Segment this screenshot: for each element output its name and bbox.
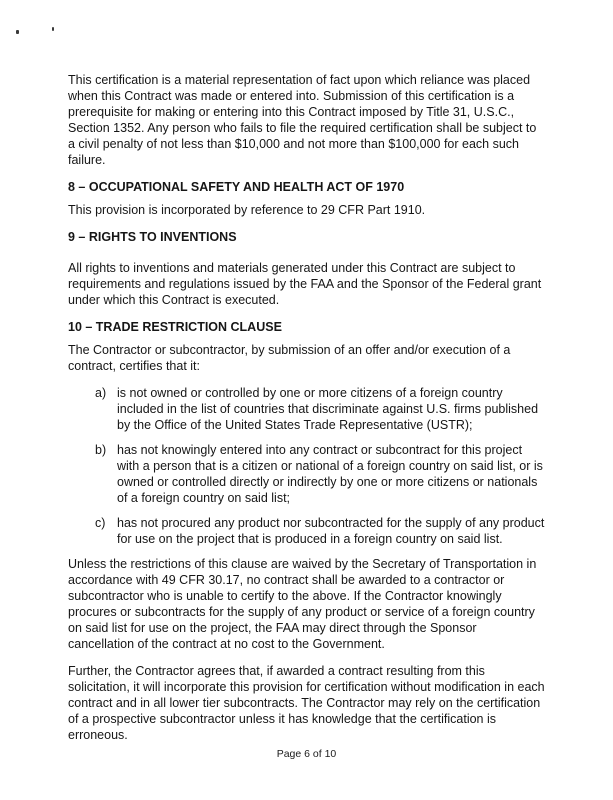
list-item-a-label: a) (95, 386, 107, 400)
scan-artifact-mark (52, 27, 54, 31)
waiver-paragraph: Unless the restrictions of this clause are waived by the Secretary of Transportation in accordance with 49 CFR 30.17, no contract shall be awarded to a contractor or subcontractor who is unable to certify to the above. If the Contractor knowingly procures or subcontracts for the supply of any product or service of a foreign country on said list for use on the project, the FAA may direct through the Sponsor cancellation of the contract at no cost to the Government. (68, 557, 537, 651)
document-body (68, 72, 546, 754)
page-number-footer: Page 6 of 10 (276, 748, 337, 760)
list-item-c-text: has not procured any product nor subcontracted for the supply of any product for use on the project that is produced in a foreign country on said list. (117, 516, 545, 546)
list-item-c-label: c) (95, 516, 106, 530)
list-item-b-label: b) (95, 443, 107, 457)
scan-artifact-mark (16, 30, 19, 34)
section-heading-osha: 8 – OCCUPATIONAL SAFETY AND HEALTH ACT OF 1970 (68, 180, 405, 194)
osha-paragraph: This provision is incorporated by reference to 29 CFR Part 1910. (68, 203, 426, 217)
certification-list (68, 385, 546, 547)
section-heading-rights-to-inventions: 9 – RIGHTS TO INVENTIONS (68, 230, 237, 244)
further-agreement-paragraph: Further, the Contractor agrees that, if awarded a contract resulting from this solicitation, it will incorporate this provision for certification without modification in each contract and in all lower tier subcontracts. The Contractor may rely on the certification of a prospective subcontractor unless it has knowledge that the certification is erroneous. (68, 664, 545, 742)
list-item-b (68, 442, 546, 506)
list-item-c (68, 515, 546, 547)
list-item-a (68, 385, 546, 433)
trade-restriction-intro-paragraph: The Contractor or subcontractor, by submission of an offer and/or execution of a contract, certifies that it: (68, 343, 511, 373)
list-item-b-text: has not knowingly entered into any contract or subcontract for this project with a person that is a citizen or national of a foreign country on said list, or is owned or controlled directly or indirectly by one or more citizens or nationals of a foreign country on said list; (117, 443, 543, 505)
list-item-a-text: is not owned or controlled by one or more citizens of a foreign country included in the list of countries that discriminate against U.S. firms published by the Office of the United States Trade Representative (USTR); (117, 386, 539, 432)
certification-paragraph: This certification is a material representation of fact upon which reliance was placed when this Contract was made or entered into. Submission of this certification is a prerequisite for making or entering into this Contract imposed by Title 31, U.S.C., Section 1352. Any person who fails to file the required certification shall be subject to a civil penalty of not less than $10,000 and not more than $100,000 for each such failure. (68, 73, 537, 167)
rights-to-inventions-paragraph: All rights to inventions and materials generated under this Contract are subject to requirements and regulations issued by the FAA and the Sponsor of the Federal grant under which this Contract is executed. (68, 261, 542, 307)
section-heading-trade-restriction: 10 – TRADE RESTRICTION CLAUSE (68, 320, 282, 334)
